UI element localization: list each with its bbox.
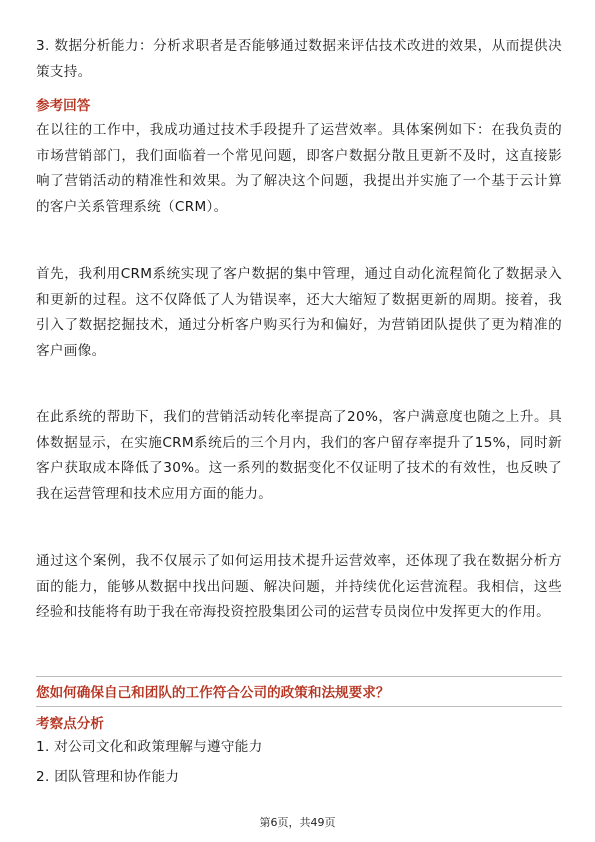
answer-paragraph-2: 首先，我利用CRM系统实现了客户数据的集中管理，通过自动化流程简化了数据录入和更新的过程。这不仅降低了人为错误率，还大大缩短了数据更新的周期。接着，我引入了数据挖掘技术，通过分析客户购买行为和偏好，为营销团队提供了更为精准的客户画像。	[36, 266, 562, 359]
divider-top	[36, 676, 562, 677]
evaluation-point-3: 3. 数据分析能力：分析求职者是否能够通过数据来评估技术改进的效果，从而提供决策支持。	[36, 38, 562, 80]
answer-paragraph-4: 通过这个案例，我不仅展示了如何运用技术提升运营效率，还体现了我在数据分析方面的能力，能够从数据中找出问题、解决问题，并持续优化运营流程。我相信，这些经验和技能将有助于我在帝海投资控股集团公司的运营专员岗位中发挥更大的作用。	[36, 553, 562, 620]
analysis-heading: 考察点分析	[36, 716, 104, 732]
answer-paragraph-3: 在此系统的帮助下，我们的营销活动转化率提高了20%，客户满意度也随之上升。具体数据显示，在实施CRM系统后的三个月内，我们的客户留存率提升了15%，同时新客户获取成本降低了30%。这一系列的数据变化不仅证明了技术的有效性，也反映了我在运营管理和技术应用方面的能力。	[36, 409, 562, 502]
answer-paragraph-1: 在以往的工作中，我成功通过技术手段提升了运营效率。具体案例如下：在我负责的市场营销部门，我们面临着一个常见问题，即客户数据分散且更新不及时，这直接影响了营销活动的精准性和效果。为了解决这个问题，我提出并实施了一个基于云计算的客户关系管理系统（CRM）。	[36, 122, 562, 215]
divider-bottom	[36, 706, 562, 707]
answer-heading: 参考回答	[36, 98, 91, 114]
analysis-point-2: 2. 团队管理和协作能力	[36, 769, 180, 785]
page-number-footer: 第6页，共49页	[259, 816, 336, 829]
analysis-point-1: 1. 对公司文化和政策理解与遵守能力	[36, 739, 263, 755]
question-heading: 您如何确保自己和团队的工作符合公司的政策和法规要求？	[36, 685, 390, 701]
